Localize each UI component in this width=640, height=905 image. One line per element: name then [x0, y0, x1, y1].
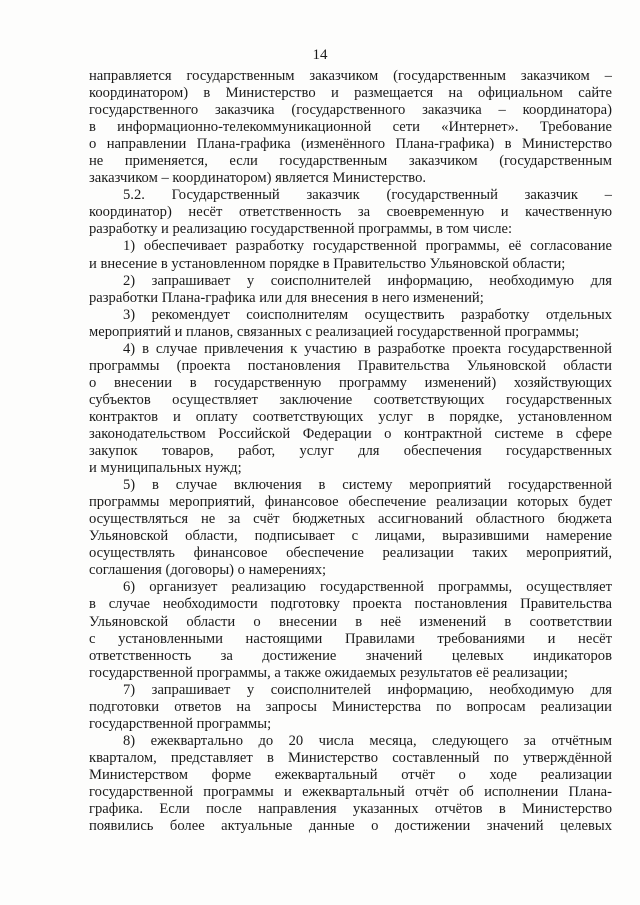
text-line: в информационно-телекоммуникационной сети «Интернет». Требование — [89, 119, 612, 136]
text-line: программы (проекта постановления Правительства Ульяновской области — [89, 357, 612, 374]
page-number: 14 — [312, 47, 328, 63]
text-line: законодательством Российской Федерации о контрактной системе в сфере — [89, 425, 612, 442]
text-line: осуществлять финансовое обеспечение реализации таких мероприятий, — [89, 545, 612, 562]
text-line: и муниципальных нужд; — [89, 460, 242, 477]
text-line: государственной программы, а также ожидаемых результатов её реализации; — [89, 664, 568, 681]
text-line: соглашения (договоры) о намерениях; — [89, 562, 327, 579]
text-line: 2) запрашивает у соисполнителей информацию, необходимую для — [123, 272, 612, 289]
text-line: государственного заказчика (государственного заказчика – координатора) — [89, 102, 612, 119]
text-line: появились более актуальные данные о достижении значений целевых — [89, 818, 612, 835]
text-line: контрактов и оплату соответствующих услуг в порядке, установленном — [89, 408, 612, 425]
text-line: 8) ежеквартально до 20 числа месяца, следующего за отчётным — [123, 732, 612, 749]
text-line: 5) в случае включения в систему мероприятий государственной — [123, 477, 612, 494]
text-line: не применяется, если государственным заказчиком (государственным — [89, 153, 612, 170]
text-line: ответственность за достижение значений целевых индикаторов — [89, 647, 612, 664]
text-line: Министерством форме ежеквартальный отчёт о ходе реализации — [89, 766, 612, 783]
document-body — [89, 68, 612, 835]
text-line: в случае необходимости подготовку проекта постановления Правительства — [89, 596, 612, 613]
text-line: направляется государственным заказчиком (государственным заказчиком – — [89, 68, 612, 84]
text-line: графика. Если после направления указанных отчётов в Министерство — [89, 801, 612, 818]
text-line: осуществляться не за счёт бюджетных ассигнований областного бюджета — [89, 511, 612, 528]
text-line: подготовки ответов на запросы Министерства по вопросам реализации — [89, 698, 612, 715]
text-line: субъектов осуществляет заключение соответствующих государственных — [89, 391, 612, 408]
text-line: и внесение в установленном порядке в Правительство Ульяновской области; — [89, 255, 566, 272]
text-line: 4) в случае привлечения к участию в разработке проекта государственной — [123, 340, 612, 357]
text-line: координатором) в Министерство и размещается на официальном сайте — [89, 85, 612, 102]
text-line: координатор) несёт ответственность за своевременную и качественную — [89, 204, 612, 221]
text-line: 5.2. Государственный заказчик (государственный заказчик – — [123, 187, 612, 204]
text-line: 6) организует реализацию государственной программы, осуществляет — [123, 579, 612, 596]
text-line: разработки Плана-графика или для внесения в него изменений; — [89, 289, 484, 306]
text-line: 1) обеспечивает разработку государственной программы, её согласование — [123, 238, 612, 255]
text-line: о внесении в государственную программу изменений) хозяйствующих — [89, 374, 612, 391]
text-line: заказчиком – координатором) является Министерство. — [89, 170, 427, 187]
text-line: мероприятий и планов, связанных с реализацией государственной программы; — [89, 323, 580, 340]
text-line: государственной программы и ежеквартальный отчёт об исполнении Плана- — [89, 783, 612, 800]
text-line: о направлении Плана-графика (изменённого Плана-графика) в Министерство — [89, 136, 612, 153]
text-line: Ульяновской области, подписывает с лицами, выразившими намерение — [89, 528, 612, 545]
text-line: с установленными настоящими Правилами требованиями и несёт — [89, 630, 612, 647]
text-line: закупок товаров, работ, услуг для обеспечения государственных — [89, 443, 612, 460]
text-line: государственной программы; — [89, 715, 272, 732]
text-line: 3) рекомендует соисполнителям осуществить разработку отдельных — [123, 306, 612, 323]
text-line: программы мероприятий, финансовое обеспечение реализации которых будет — [89, 494, 612, 511]
text-line: разработку и реализацию государственной программы, в том числе: — [89, 221, 513, 238]
text-line: 7) запрашивает у соисполнителей информацию, необходимую для — [123, 681, 612, 698]
text-line: кварталом, представляет в Министерство составленный по утверждённой — [89, 749, 612, 766]
text-line: Ульяновской области о внесении в неё изменений в соответствии — [89, 613, 612, 630]
